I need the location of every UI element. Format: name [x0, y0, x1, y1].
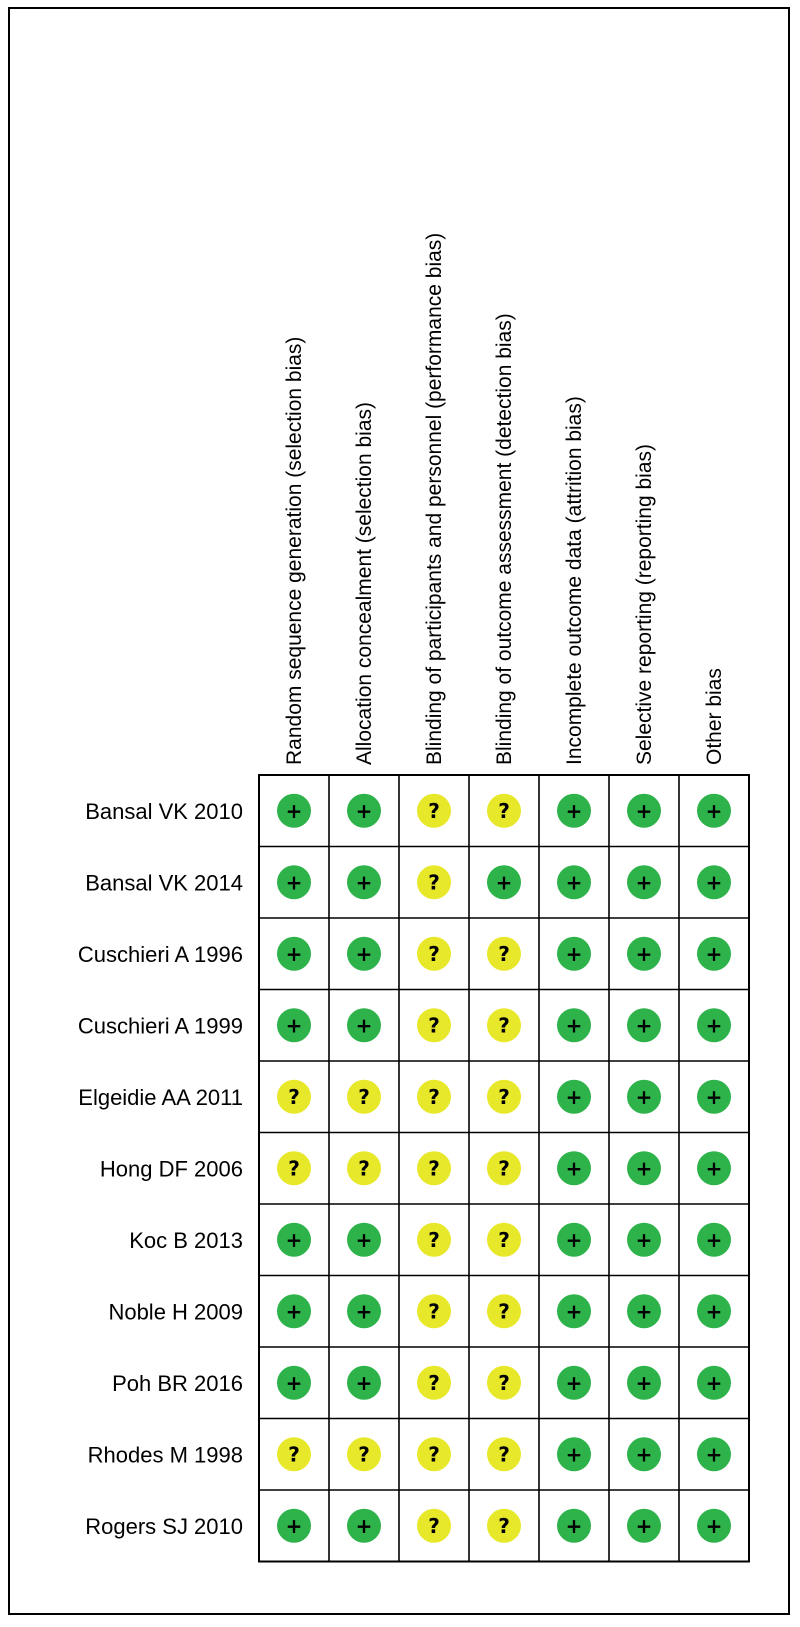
rating-symbol: +: [355, 1513, 373, 1538]
low-risk-mark: [697, 1437, 731, 1471]
low-risk-mark: [347, 1509, 381, 1543]
rating-symbol: +: [565, 798, 583, 823]
study-label: Poh BR 2016: [112, 1370, 243, 1396]
column-header: Allocation concealment (selection bias): [353, 401, 376, 765]
low-risk-mark: [627, 1509, 661, 1543]
rating-symbol: ?: [498, 1513, 510, 1538]
low-risk-mark: [627, 794, 661, 828]
rating-symbol: ?: [288, 1442, 300, 1467]
rating-symbol: ?: [498, 941, 510, 966]
rating-symbol: +: [705, 1084, 723, 1109]
rating-symbol: ?: [428, 1442, 440, 1467]
low-risk-mark: [347, 865, 381, 899]
low-risk-mark: [697, 1294, 731, 1328]
rating-symbol: +: [705, 798, 723, 823]
unclear-risk-mark: [277, 1151, 311, 1185]
rating-symbol: ?: [428, 1370, 440, 1395]
unclear-risk-mark: [487, 1294, 521, 1328]
rating-symbol: +: [635, 1084, 653, 1109]
low-risk-mark: [697, 937, 731, 971]
rating-symbol: ?: [428, 941, 440, 966]
rating-symbol: +: [705, 870, 723, 895]
low-risk-mark: [487, 865, 521, 899]
rating-symbol: +: [565, 1442, 583, 1467]
low-risk-mark: [277, 937, 311, 971]
rating-symbol: +: [355, 1299, 373, 1324]
rating-symbol: ?: [358, 1442, 370, 1467]
low-risk-mark: [277, 794, 311, 828]
rating-symbol: ?: [498, 1084, 510, 1109]
low-risk-mark: [277, 1223, 311, 1257]
low-risk-mark: [557, 1008, 591, 1042]
low-risk-mark: [557, 1080, 591, 1114]
rating-symbol: +: [705, 1513, 723, 1538]
rating-symbol: +: [355, 941, 373, 966]
rating-symbol: +: [565, 1299, 583, 1324]
low-risk-mark: [557, 937, 591, 971]
unclear-risk-mark: [347, 1080, 381, 1114]
unclear-risk-mark: [347, 1151, 381, 1185]
low-risk-mark: [347, 1366, 381, 1400]
rating-symbol: +: [285, 1513, 303, 1538]
low-risk-mark: [627, 1294, 661, 1328]
rating-symbol: +: [635, 1370, 653, 1395]
column-header: Other bias: [703, 668, 726, 765]
rating-symbol: ?: [498, 1013, 510, 1038]
study-label: Rogers SJ 2010: [85, 1513, 243, 1539]
low-risk-mark: [557, 794, 591, 828]
low-risk-mark: [627, 1008, 661, 1042]
rating-symbol: +: [635, 1156, 653, 1181]
rating-symbol: +: [705, 1013, 723, 1038]
rating-symbol: +: [635, 870, 653, 895]
study-label: Noble H 2009: [108, 1299, 243, 1325]
low-risk-mark: [697, 1008, 731, 1042]
unclear-risk-mark: [487, 1509, 521, 1543]
low-risk-mark: [697, 865, 731, 899]
rating-symbol: +: [285, 1370, 303, 1395]
unclear-risk-mark: [487, 1080, 521, 1114]
low-risk-mark: [347, 1223, 381, 1257]
rating-symbol: +: [565, 1370, 583, 1395]
column-header: Blinding of participants and personnel (performance bias): [423, 232, 446, 765]
rating-symbol: ?: [498, 1370, 510, 1395]
rating-symbol: +: [285, 798, 303, 823]
low-risk-mark: [627, 865, 661, 899]
unclear-risk-mark: [417, 937, 451, 971]
unclear-risk-mark: [417, 1509, 451, 1543]
rating-symbol: ?: [428, 870, 440, 895]
unclear-risk-mark: [487, 937, 521, 971]
column-header: Selective reporting (reporting bias): [633, 444, 656, 765]
rating-symbol: +: [705, 1156, 723, 1181]
unclear-risk-mark: [277, 1080, 311, 1114]
low-risk-mark: [277, 1008, 311, 1042]
low-risk-mark: [277, 1366, 311, 1400]
low-risk-mark: [347, 794, 381, 828]
unclear-risk-mark: [417, 794, 451, 828]
rating-symbol: +: [705, 1442, 723, 1467]
rating-symbol: +: [565, 1513, 583, 1538]
rating-symbol: ?: [428, 1227, 440, 1252]
rating-symbol: ?: [498, 1156, 510, 1181]
low-risk-mark: [347, 1294, 381, 1328]
rating-symbol: ?: [288, 1156, 300, 1181]
low-risk-mark: [277, 1294, 311, 1328]
rating-symbol: ?: [498, 1227, 510, 1252]
low-risk-mark: [627, 937, 661, 971]
rating-symbol: +: [355, 1013, 373, 1038]
rating-symbol: +: [565, 870, 583, 895]
low-risk-mark: [557, 865, 591, 899]
rating-symbol: +: [355, 870, 373, 895]
column-header: Incomplete outcome data (attrition bias): [563, 396, 586, 765]
study-label: Bansal VK 2014: [85, 870, 243, 896]
unclear-risk-mark: [417, 1223, 451, 1257]
low-risk-mark: [627, 1080, 661, 1114]
rating-symbol: +: [285, 941, 303, 966]
unclear-risk-mark: [487, 1008, 521, 1042]
rating-symbol: +: [565, 1013, 583, 1038]
rating-symbol: +: [635, 1513, 653, 1538]
rating-symbol: ?: [358, 1156, 370, 1181]
rating-symbol: +: [705, 1370, 723, 1395]
unclear-risk-mark: [417, 1080, 451, 1114]
rating-symbol: ?: [288, 1084, 300, 1109]
low-risk-mark: [557, 1294, 591, 1328]
rating-symbol: +: [355, 1227, 373, 1252]
low-risk-mark: [627, 1151, 661, 1185]
low-risk-mark: [697, 1151, 731, 1185]
study-label: Hong DF 2006: [99, 1156, 243, 1182]
unclear-risk-mark: [487, 1151, 521, 1185]
rating-symbol: +: [285, 1227, 303, 1252]
unclear-risk-mark: [417, 1366, 451, 1400]
study-label: Elgeidie AA 2011: [78, 1084, 243, 1110]
low-risk-mark: [697, 1509, 731, 1543]
rating-symbol: ?: [358, 1084, 370, 1109]
low-risk-mark: [697, 1366, 731, 1400]
low-risk-mark: [557, 1151, 591, 1185]
rating-symbol: +: [285, 1013, 303, 1038]
low-risk-mark: [557, 1509, 591, 1543]
study-label: Cuschieri A 1999: [77, 1013, 243, 1039]
rating-symbol: +: [705, 941, 723, 966]
rating-symbol: +: [285, 870, 303, 895]
unclear-risk-mark: [487, 1223, 521, 1257]
column-header: Random sequence generation (selection bias): [283, 336, 306, 765]
rating-symbol: +: [565, 1156, 583, 1181]
unclear-risk-mark: [417, 1151, 451, 1185]
rating-symbol: +: [635, 1227, 653, 1252]
rating-symbol: +: [355, 1370, 373, 1395]
rating-symbol: ?: [428, 1156, 440, 1181]
low-risk-mark: [277, 1509, 311, 1543]
study-label: Rhodes M 1998: [87, 1442, 243, 1468]
rating-symbol: +: [285, 1299, 303, 1324]
unclear-risk-mark: [487, 794, 521, 828]
rating-symbol: +: [635, 1299, 653, 1324]
rating-symbol: +: [565, 941, 583, 966]
rating-symbol: +: [635, 1442, 653, 1467]
study-label: Koc B 2013: [129, 1227, 243, 1253]
low-risk-mark: [277, 865, 311, 899]
study-label: Bansal VK 2010: [85, 798, 243, 824]
rating-symbol: +: [565, 1084, 583, 1109]
low-risk-mark: [697, 1080, 731, 1114]
rating-symbol: +: [495, 870, 513, 895]
rating-symbol: ?: [428, 1513, 440, 1538]
rating-symbol: +: [635, 941, 653, 966]
rating-symbol: +: [355, 798, 373, 823]
column-header: Blinding of outcome assessment (detection bias): [493, 313, 516, 765]
low-risk-mark: [697, 1223, 731, 1257]
low-risk-mark: [557, 1437, 591, 1471]
low-risk-mark: [697, 794, 731, 828]
unclear-risk-mark: [487, 1437, 521, 1471]
rating-symbol: ?: [498, 1442, 510, 1467]
rating-symbol: ?: [428, 1299, 440, 1324]
rating-symbol: +: [705, 1299, 723, 1324]
low-risk-mark: [627, 1366, 661, 1400]
low-risk-mark: [347, 1008, 381, 1042]
rating-symbol: ?: [428, 1013, 440, 1038]
rating-symbol: +: [565, 1227, 583, 1252]
unclear-risk-mark: [487, 1366, 521, 1400]
rating-symbol: ?: [428, 798, 440, 823]
unclear-risk-mark: [417, 1008, 451, 1042]
unclear-risk-mark: [417, 1437, 451, 1471]
rating-symbol: +: [705, 1227, 723, 1252]
unclear-risk-mark: [277, 1437, 311, 1471]
rating-symbol: ?: [498, 798, 510, 823]
rating-symbol: +: [635, 1013, 653, 1038]
rating-symbol: ?: [498, 1299, 510, 1324]
rating-symbol: +: [635, 798, 653, 823]
low-risk-mark: [347, 937, 381, 971]
study-label: Cuschieri A 1996: [77, 941, 243, 967]
low-risk-mark: [627, 1437, 661, 1471]
rating-symbol: ?: [428, 1084, 440, 1109]
low-risk-mark: [557, 1366, 591, 1400]
low-risk-mark: [557, 1223, 591, 1257]
unclear-risk-mark: [417, 865, 451, 899]
unclear-risk-mark: [347, 1437, 381, 1471]
low-risk-mark: [627, 1223, 661, 1257]
unclear-risk-mark: [417, 1294, 451, 1328]
